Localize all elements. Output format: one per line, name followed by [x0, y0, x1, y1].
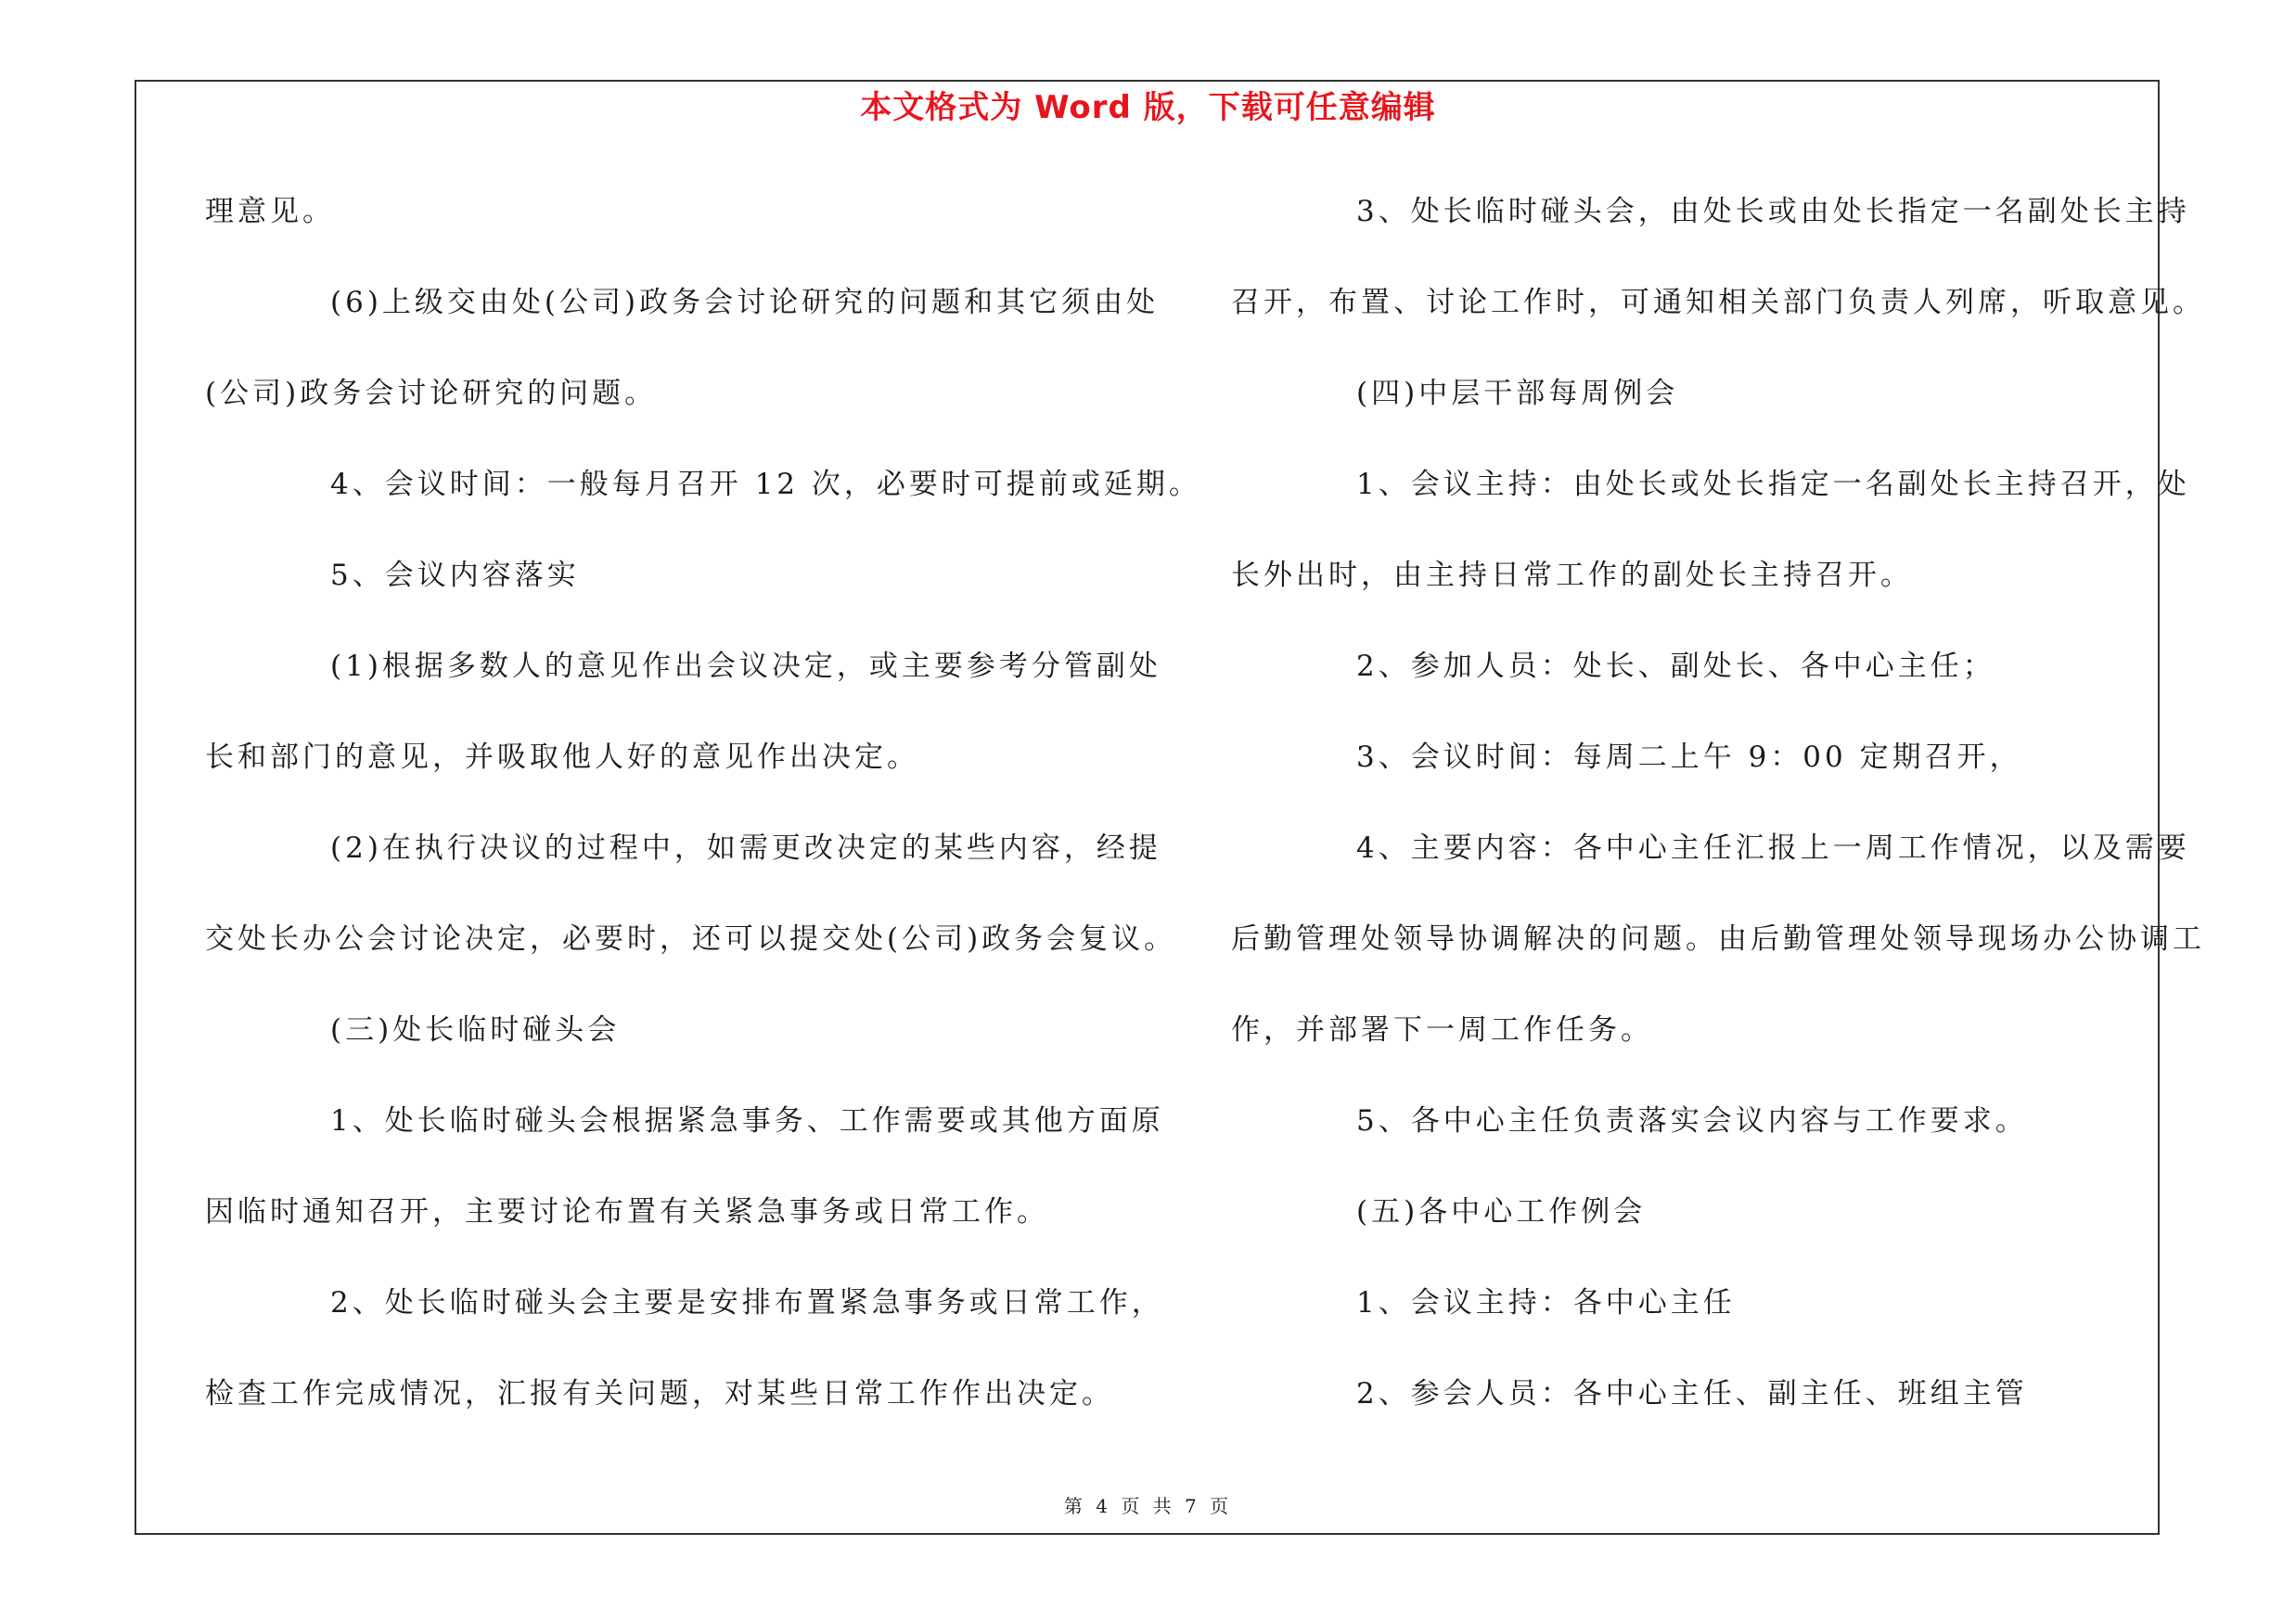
paragraph-line: (三)处长临时碰头会: [330, 1013, 621, 1047]
paragraph-line: 2、处长临时碰头会主要是安排布置紧急事务或日常工作，: [330, 1286, 1164, 1320]
paragraph-line: 召开，布置、讨论工作时，可通知相关部门负责人列席，听取意见。: [1231, 286, 2205, 319]
paragraph-line: (公司)政务会讨论研究的问题。: [205, 377, 658, 410]
left-text-column: [205, 179, 1201, 1452]
document-header-banner: 本文格式为 Word 版，下载可任意编辑: [860, 89, 1436, 126]
paragraph-line: (2)在执行决议的过程中，如需更改决定的某些内容，经提: [330, 831, 1161, 865]
paragraph-line: (6)上级交由处(公司)政务会讨论研究的问题和其它须由处: [330, 286, 1160, 319]
paragraph-line: (四)中层干部每周例会: [1356, 377, 1679, 410]
paragraph-line: 2、参加人员：处长、副处长、各中心主任；: [1356, 650, 1995, 683]
paragraph-line: 后勤管理处领导协调解决的问题。由后勤管理处领导现场办公协调工: [1231, 922, 2205, 956]
paragraph-line: 1、会议主持：由处长或处长指定一名副处长主持召开，处: [1356, 468, 2190, 501]
paragraph-line: 3、处长临时碰头会，由处长或由处长指定一名副处长主持: [1356, 195, 2190, 228]
paragraph-line: 5、会议内容落实: [330, 559, 580, 592]
paragraph-line: 作，并部署下一周工作任务。: [1231, 1013, 1653, 1047]
paragraph-line: (1)根据多数人的意见作出会议决定，或主要参考分管副处: [330, 650, 1161, 683]
paragraph-line: 1、处长临时碰头会根据紧急事务、工作需要或其他方面原: [330, 1104, 1164, 1138]
paragraph-line: 长和部门的意见，并吸取他人好的意见作出决定。: [205, 741, 919, 774]
paragraph-line: 1、会议主持：各中心主任: [1356, 1286, 1736, 1320]
paragraph-line: 4、主要内容：各中心主任汇报上一周工作情况，以及需要: [1356, 831, 2190, 865]
paragraph-line: (五)各中心工作例会: [1356, 1195, 1647, 1229]
paragraph-line: 2、参会人员：各中心主任、副主任、班组主管: [1356, 1377, 2028, 1410]
paragraph-line: 因临时通知召开，主要讨论布置有关紧急事务或日常工作。: [205, 1195, 1049, 1229]
paragraph-line: 交处长办公会讨论决定，必要时，还可以提交处(公司)政务会复议。: [205, 922, 1177, 956]
paragraph-line: 5、各中心主任负责落实会议内容与工作要求。: [1356, 1104, 2028, 1138]
right-text-column: [1231, 179, 2205, 1452]
paragraph-line: 长外出时，由主持日常工作的副处长主持召开。: [1231, 559, 1913, 592]
paragraph-line: 4、会议时间：一般每月召开 12 次，必要时可提前或延期。: [330, 468, 1201, 501]
page-number: 第 4 页 共 7 页: [1063, 1495, 1233, 1517]
paragraph-line: 理意见。: [205, 195, 335, 228]
paragraph-line: 3、会议时间：每周二上午 9：00 定期召开，: [1356, 741, 2022, 774]
paragraph-line: 检查工作完成情况，汇报有关问题，对某些日常工作作出决定。: [205, 1377, 1114, 1410]
